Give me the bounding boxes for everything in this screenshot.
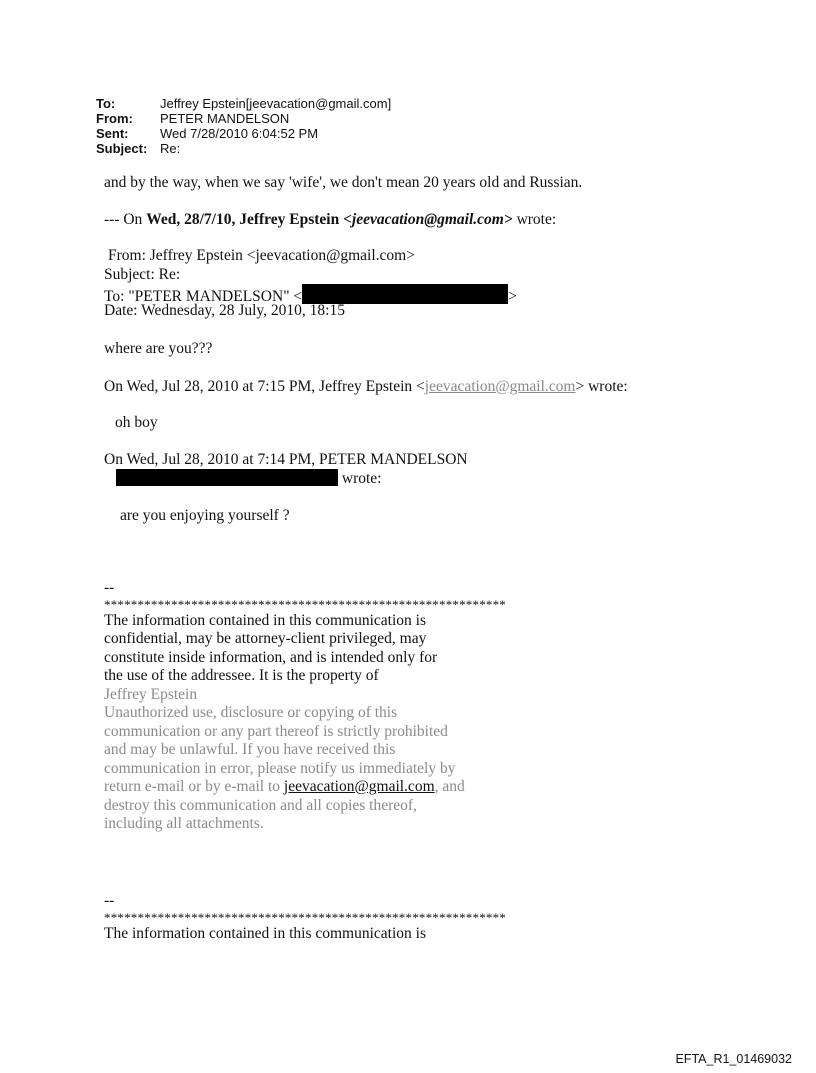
- quote-2-suffix: > wrote:: [575, 378, 628, 395]
- to-label: To:: [96, 96, 116, 111]
- forward-from: From: Jeffrey Epstein <jeevacation@gmail.com>: [108, 247, 415, 264]
- disclaimer-return-line: [104, 778, 506, 797]
- quote-1-date: Wed, 28/7/10, Jeffrey Epstein: [146, 211, 344, 228]
- disclaimer-line: confidential, may be attorney-client privileged, may: [104, 630, 427, 647]
- return-suffix: , and: [434, 778, 465, 795]
- body-line-1: and by the way, when we say 'wife', we don't mean 20 years old and Russian.: [104, 174, 583, 191]
- redaction-box: [116, 469, 338, 486]
- signature-dashes: --: [104, 892, 115, 909]
- quote-1-prefix: --- On: [104, 211, 147, 228]
- disclaimer-line: and may be unlawful. If you have received this: [104, 741, 396, 758]
- disclaimer-line: The information contained in this communication is: [104, 611, 426, 629]
- sent-row: [96, 126, 391, 141]
- subject-value: Re:: [160, 141, 181, 156]
- quote-3-sender-line: [116, 469, 381, 489]
- redaction-box: [302, 284, 508, 304]
- quote-1-suffix: wrote:: [512, 211, 557, 228]
- disclaimer-line: communication in error, please notify us immediately by: [104, 759, 456, 777]
- disclaimer-line: constitute inside information, and is intended only for: [104, 648, 438, 666]
- quote-1-email: <jeevacation@gmail.com>: [343, 211, 513, 228]
- disclaimer-line: Unauthorized use, disclosure or copying of this: [104, 704, 398, 721]
- forward-date: Date: Wednesday, 28 July, 2010, 18:15: [104, 302, 345, 319]
- from-value: PETER MANDELSON: [160, 111, 290, 126]
- disclaimer-line: destroy this communication and all copies thereof,: [104, 796, 417, 814]
- disclaimer-line: Jeffrey Epstein: [104, 685, 198, 703]
- quote-2-email-link[interactable]: jeevacation@gmail.com: [424, 378, 576, 395]
- disclaimer-1: [104, 579, 506, 834]
- to-value: Jeffrey Epstein[jeevacation@gmail.com]: [160, 96, 392, 111]
- forward-to-suffix: >: [508, 288, 517, 305]
- disclaimer-line: The information contained in this communication is: [104, 924, 426, 942]
- forward-to-prefix: To: "PETER MANDELSON" <: [104, 288, 303, 305]
- quote-2-header: [104, 378, 628, 397]
- return-email-link[interactable]: jeevacation@gmail.com: [283, 778, 435, 795]
- forward-subject: Subject: Re:: [104, 266, 181, 283]
- signature-stars: ************************************************************: [104, 909, 506, 925]
- subject-label: Subject:: [96, 141, 148, 156]
- quote-2-prefix: On Wed, Jul 28, 2010 at 7:15 PM, Jeffrey Epstein <: [104, 378, 425, 395]
- quote-3-wrote: wrote:: [341, 470, 382, 487]
- from-row: [96, 111, 391, 126]
- sent-value: Wed 7/28/2010 6:04:52 PM: [160, 126, 319, 141]
- message-oh-boy: oh boy: [115, 414, 158, 431]
- message-enjoying: are you enjoying yourself ?: [120, 507, 290, 524]
- document-id: EFTA_R1_01469032: [675, 1052, 792, 1066]
- quote-3-header: On Wed, Jul 28, 2010 at 7:14 PM, PETER MANDELSON: [104, 451, 468, 468]
- disclaimer-line: including all attachments.: [104, 815, 264, 832]
- subject-row: [96, 141, 391, 156]
- from-label: From:: [96, 111, 133, 126]
- disclaimer-2: [104, 892, 506, 943]
- disclaimer-line: the use of the addressee. It is the property of: [104, 667, 379, 684]
- email-header: [96, 96, 391, 156]
- signature-stars: ************************************************************: [104, 596, 506, 612]
- signature-dashes: --: [104, 579, 115, 596]
- quote-1-header: [104, 211, 556, 230]
- disclaimer-line: communication or any part thereof is strictly prohibited: [104, 722, 448, 740]
- to-row: [96, 96, 391, 111]
- sent-label: Sent:: [96, 126, 129, 141]
- message-where-are-you: where are you???: [104, 340, 213, 357]
- return-prefix: return e-mail or by e-mail to: [104, 778, 284, 795]
